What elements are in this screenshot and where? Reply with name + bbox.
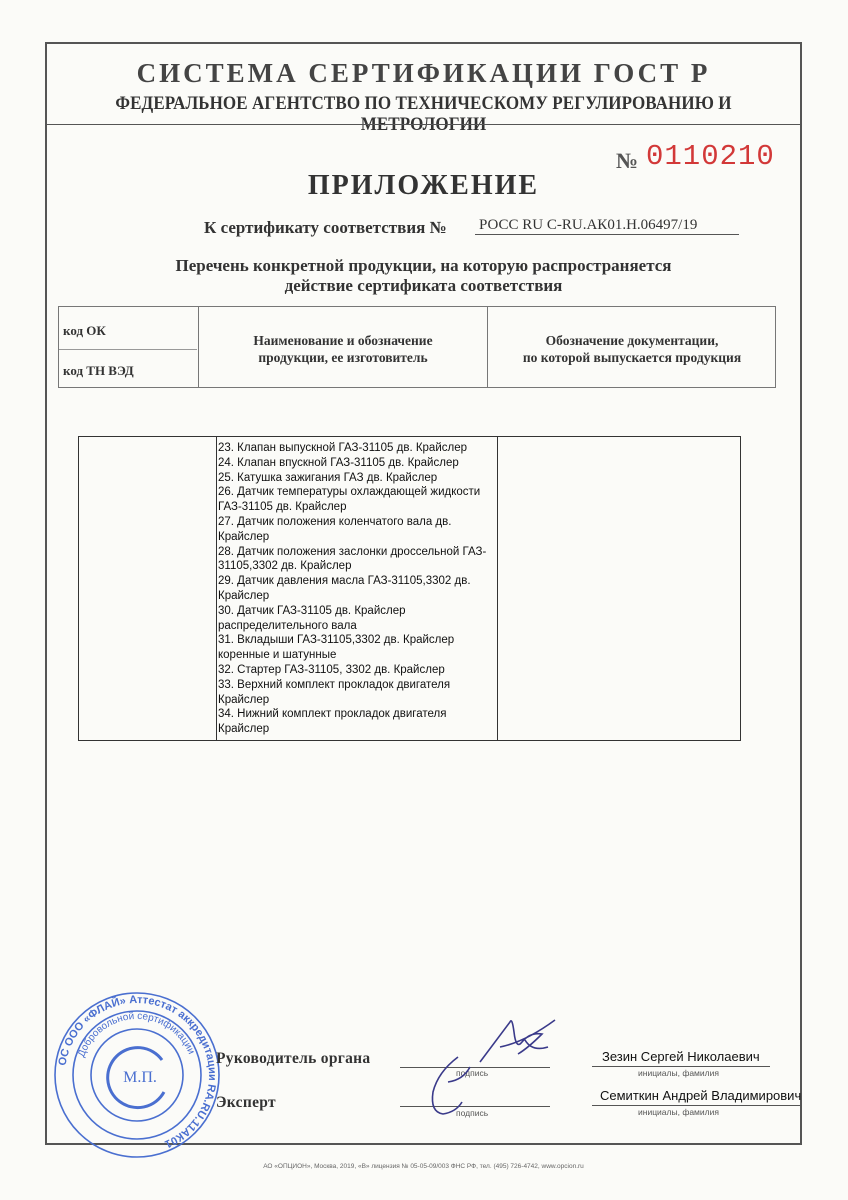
expert-name-caption: инициалы, фамилия	[638, 1107, 719, 1117]
head-signature	[470, 1012, 560, 1072]
subtitle-line-2: действие сертификата соответствия	[284, 276, 563, 295]
head-name-caption: инициалы, фамилия	[638, 1068, 719, 1078]
expert-name: Семиткин Андрей Владимирович	[600, 1088, 802, 1103]
product-line: 25. Катушка зажигания ГАЗ дв. Крайслер	[218, 471, 438, 484]
product-line: 24. Клапан впускной ГАЗ-31105 дв. Крайслер	[218, 456, 459, 469]
product-line: Крайслер	[218, 530, 270, 543]
agency-title: ФЕДЕРАЛЬНОЕ АГЕНТСТВО ПО ТЕХНИЧЕСКОМУ РЕГУЛИРОВАНИЮ И МЕТРОЛОГИИ	[115, 94, 732, 135]
code-tnved-label: код ТН ВЭД	[63, 363, 134, 378]
product-line: 32. Стартер ГАЗ-31105, 3302 дв. Крайслер	[218, 663, 445, 676]
head-of-body-label: Руководитель органа	[216, 1050, 371, 1067]
product-line: 30. Датчик ГАЗ-31105 дв. Крайслер	[218, 604, 406, 617]
head-name-line	[592, 1066, 770, 1067]
product-line: Крайслер	[218, 589, 270, 602]
stamp-center-text: М.П.	[123, 1069, 157, 1086]
product-list	[218, 441, 498, 737]
col-product-name: Наименование и обозначение продукции, ее изготовитель	[253, 333, 433, 365]
page-title: ПРИЛОЖЕНИЕ	[307, 170, 540, 201]
product-line: 23. Клапан выпускной ГАЗ-31105 дв. Крайслер	[218, 442, 467, 454]
header-divider	[45, 124, 802, 125]
product-line: 34. Нижний комплект прокладок двигателя	[218, 708, 447, 721]
product-line: 31105,3302 дв. Крайслер	[218, 560, 352, 573]
certification-stamp	[52, 990, 222, 1160]
code-ok-label: код ОК	[63, 323, 106, 338]
product-line: Крайслер	[218, 693, 270, 706]
expert-name-line	[592, 1105, 800, 1106]
col-documentation: Обозначение документации, по которой выпускается продукция	[522, 333, 742, 365]
printer-footer: АО «ОПЦИОН», Москва, 2019, «В» лицензия № 05-05-09/003 ФНС РФ, тел. (495) 726-4742, www.opcion.ru	[263, 1163, 584, 1170]
expert-signature	[418, 1052, 478, 1122]
header-table	[58, 306, 776, 388]
product-line: коренные и шатунные	[218, 649, 337, 662]
certification-system-title: СИСТЕМА СЕРТИФИКАЦИИ ГОСТ Р	[136, 58, 711, 88]
product-line: 28. Датчик положения заслонки дроссельной ГАЗ-	[218, 545, 487, 558]
product-line: 33. Верхний комплект прокладок двигателя	[218, 678, 451, 691]
head-name: Зезин Сергей Николаевич	[602, 1049, 760, 1064]
stamp-inner-text: Добровольной сертификации	[76, 1010, 197, 1059]
expert-signature-caption: подпись	[456, 1108, 489, 1118]
subtitle-line-1: Перечень конкретной продукции, на которую распространяется	[175, 256, 672, 275]
product-line: ГАЗ-31105 дв. Крайслер	[218, 501, 347, 514]
form-number: 0110210	[646, 140, 775, 173]
product-line: Крайслер	[218, 723, 270, 736]
product-line: 26. Датчик температуры охлаждающей жидкости	[218, 486, 481, 499]
product-line: распределительного вала	[218, 619, 357, 632]
certificate-number: РОСС RU С-RU.АК01.Н.06497/19	[475, 217, 739, 235]
code-divider	[59, 349, 197, 350]
product-line: 27. Датчик положения коленчатого вала дв.	[218, 515, 452, 528]
products-col-divider-1	[216, 437, 217, 740]
head-signature-caption: подпись	[456, 1068, 489, 1078]
certificate-label: К сертификату соответствия №	[204, 218, 447, 237]
product-line: 29. Датчик давления масла ГАЗ-31105,3302 дв.	[218, 575, 471, 588]
product-line: 31. Вкладыши ГАЗ-31105,3302 дв. Крайслер	[218, 634, 455, 647]
products-table	[78, 436, 741, 741]
form-number-label: №	[616, 148, 639, 173]
expert-label: Эксперт	[216, 1094, 276, 1111]
stamp-outer-text: ОС ООО «ФЛАЙ» Аттестат аккредитации RA.RU.11АК01	[56, 993, 219, 1150]
